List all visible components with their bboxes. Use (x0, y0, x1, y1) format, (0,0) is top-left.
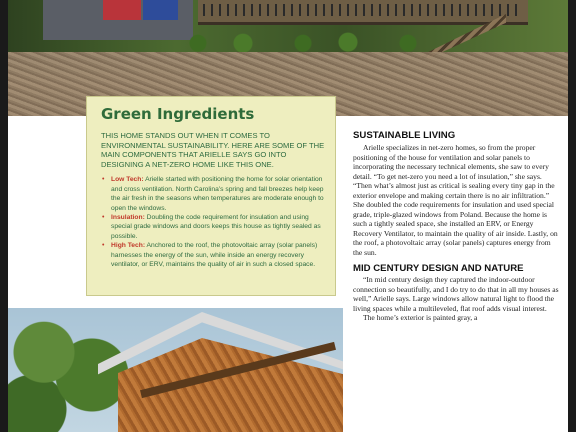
list-item (102, 175, 325, 213)
article-column (353, 130, 561, 323)
photo-trees (8, 318, 128, 432)
list-item-text: Arielle started with positioning the home for solar orientation and cross ventilation. North Carolina’s spring and fall breezes help keep the air fresh in the seasons when temperatures are moderate enough to open the windows. (111, 176, 324, 212)
list-item (102, 213, 325, 241)
section-heading: SUSTAINABLE LIVING (353, 130, 456, 141)
magazine-page (8, 0, 568, 432)
list-item-lead: Low Tech: (111, 176, 144, 184)
section-heading: MID CENTURY DESIGN AND NATURE (353, 263, 524, 274)
list-item-text: Anchored to the roof, the photovoltaic array (solar panels) harnesses the energy of the sun, while inside an energy recovery ventilator, or ERV, maintains the quality of air in such a closed space. (111, 242, 318, 269)
bullet-icon: • (102, 214, 105, 221)
article-section (353, 263, 561, 323)
photo-shrubs (168, 30, 468, 52)
sidebar-list (101, 175, 325, 269)
list-item (102, 241, 325, 269)
article-paragraph: “In mid century design they captured the indoor-outdoor connection so beautifully, and I do try to do that in all my houses as well,” Arielle says. Large windows allow natural light to flood the living spaces while a multileveled, flat roof adds visual interest. (353, 275, 559, 313)
sidebar-title: Green Ingredients (101, 105, 255, 123)
photo-railing (203, 4, 523, 16)
roofline-photo (8, 308, 343, 432)
photo-red-panel (103, 0, 141, 20)
bullet-icon: • (102, 242, 105, 250)
green-ingredients-sidebar (86, 96, 336, 296)
bullet-icon: • (102, 176, 105, 184)
list-item-lead: High Tech: (111, 242, 146, 250)
sidebar-intro: THIS HOME STANDS OUT WHEN IT COMES TO ENVIRONMENTAL SUSTAINABILITY. HERE ARE SOME OF THE MAIN COMPONENTS THAT ARIELLE SAYS GO INTO DESIGNING A NET-ZERO HOME LIKE THIS ONE. (101, 131, 325, 169)
list-item-lead: Insulation: (111, 214, 145, 221)
list-item-text: Doubling the code requirement for insulation and using special grade windows and doors keeps this house as tightly sealed as possible. (111, 214, 321, 240)
photo-blue-panel (143, 0, 178, 20)
article-paragraph: The home’s exterior is painted gray, a (363, 313, 478, 322)
article-paragraph: Arielle specializes in net-zero homes, so from the proper positioning of the house for ventilation and solar panels to incorporating the necessary technical elements, she saw to every detail. “To get net-zero you need a lot of insulation,” she says. “Then what’s almost just as critical is sealing every tiny gap in the exterior envelope and making certain there is no air infiltration.” She doubled the code requirements for insulation and used special grade, triple-glazed windows from Poland. Because the home is such a tightly sealed space, she installed an ERV, or Energy Recovery Ventilator, to maintain the quality of air inside. Lastly, on the roof, a photovoltaic array (solar panels) captures energy from the sun. (353, 143, 558, 257)
